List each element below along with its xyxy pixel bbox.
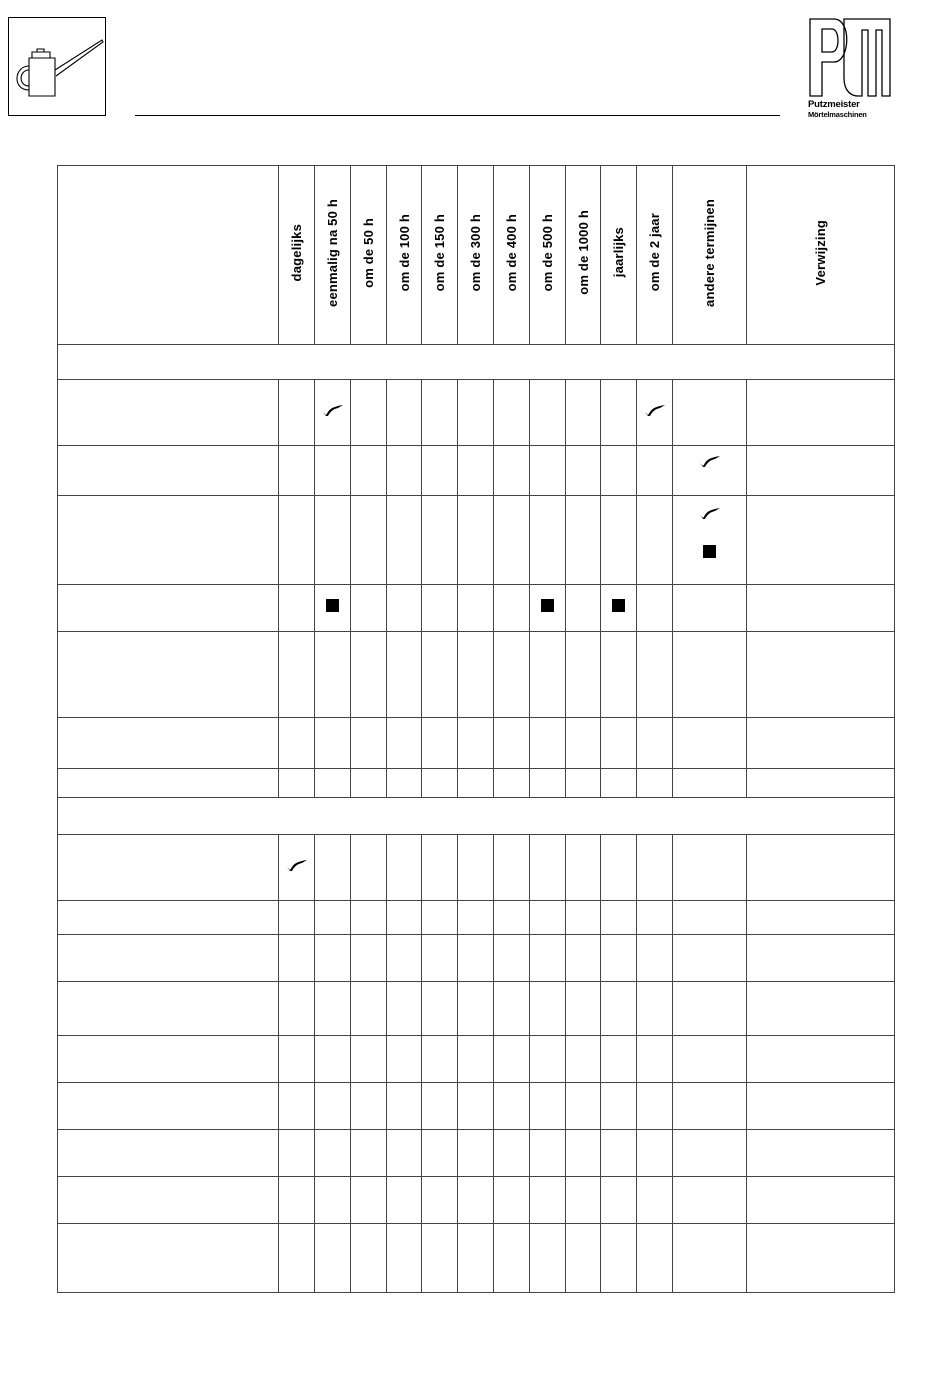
table-row: [58, 632, 895, 718]
table-row: [58, 496, 895, 585]
section-row: [58, 798, 895, 835]
square-icon: [612, 599, 625, 612]
table-row: [58, 446, 895, 496]
table-row: [58, 718, 895, 769]
table-row: [58, 585, 895, 632]
header-task: [58, 166, 279, 345]
header-daily: dagelijks: [279, 166, 315, 345]
header-reference: Verwijzing: [747, 166, 895, 345]
square-icon: [703, 545, 716, 558]
table-row: [58, 769, 895, 798]
pm-monogram-icon: [806, 16, 892, 98]
oil-can-icon-frame: [8, 17, 106, 116]
table-row: [58, 1177, 895, 1224]
header-every-2-years: om de 2 jaar: [637, 166, 673, 345]
square-icon: [326, 599, 339, 612]
check-icon: [644, 403, 666, 417]
table-row: [58, 380, 895, 446]
table-row: [58, 1224, 895, 1293]
header-every-300h: om de 300 h: [458, 166, 494, 345]
header-other-intervals: andere termijnen: [673, 166, 747, 345]
header-every-100h: om de 100 h: [387, 166, 422, 345]
header-every-50h: om de 50 h: [351, 166, 387, 345]
table-row: [58, 1036, 895, 1083]
maintenance-schedule-table: [57, 165, 895, 1293]
table-row: [58, 901, 895, 935]
header-every-150h: om de 150 h: [422, 166, 458, 345]
header-every-400h: om de 400 h: [494, 166, 530, 345]
check-icon: [322, 403, 344, 417]
logo-brand: Putzmeister: [808, 99, 860, 110]
table-header-row: [58, 166, 895, 345]
putzmeister-logo: [806, 16, 892, 120]
check-icon: [286, 858, 308, 872]
check-icon: [699, 454, 721, 468]
section-row: [58, 345, 895, 380]
header-every-500h: om de 500 h: [530, 166, 566, 345]
table-row: [58, 1083, 895, 1130]
table-row: [58, 982, 895, 1036]
oil-can-icon: [9, 18, 107, 117]
table-row: [58, 1130, 895, 1177]
header-every-1000h: om de 1000 h: [566, 166, 601, 345]
square-icon: [541, 599, 554, 612]
check-icon: [699, 506, 721, 520]
table-row: [58, 835, 895, 901]
header-yearly: jaarlijks: [601, 166, 637, 345]
table-row: [58, 935, 895, 982]
header-once-after-50h: eenmalig na 50 h: [315, 166, 351, 345]
header-rule: [135, 115, 780, 116]
logo-subtitle: Mörtelmaschinen: [808, 110, 867, 119]
